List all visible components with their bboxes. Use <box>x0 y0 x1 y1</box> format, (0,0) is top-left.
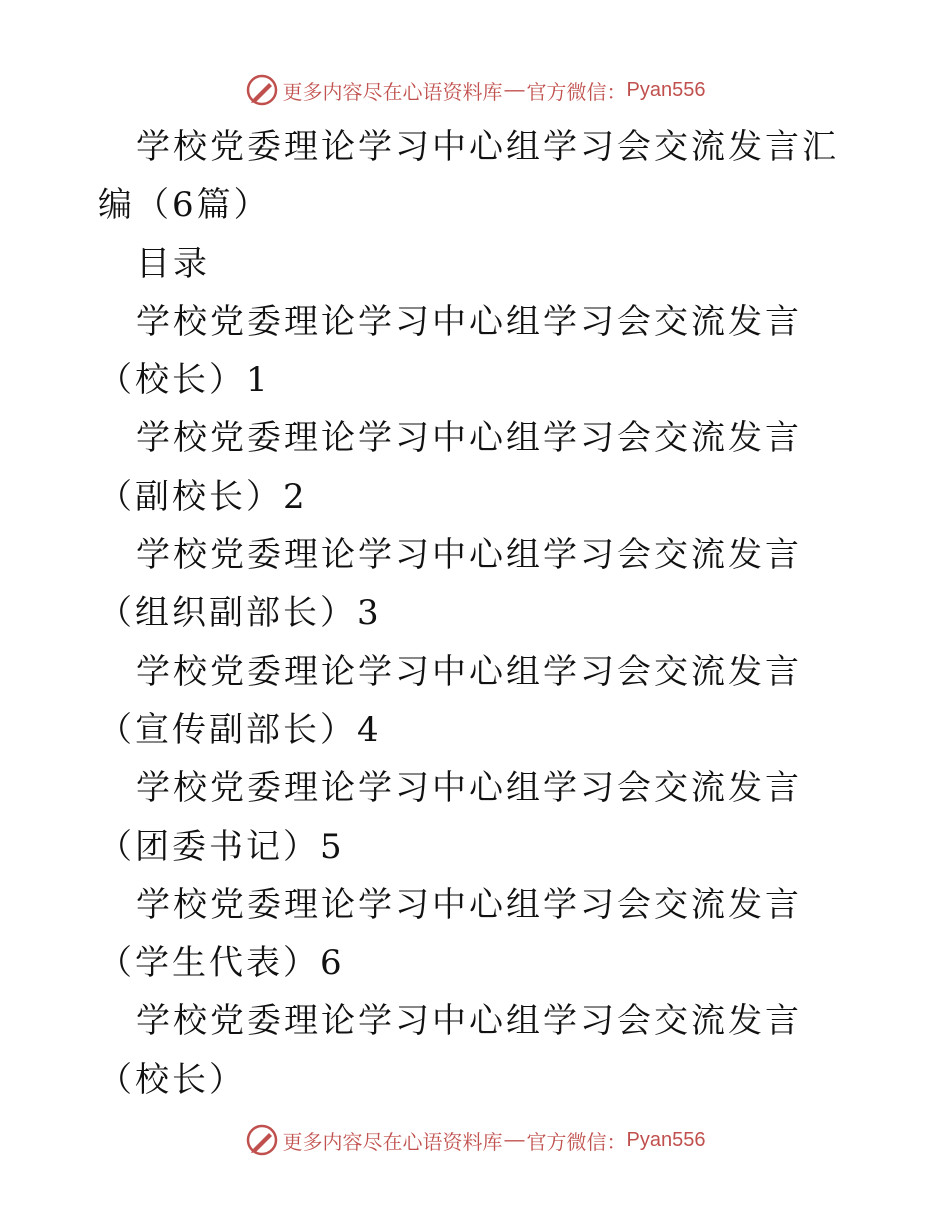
banner-wechat-id: Pyan556 <box>626 1128 706 1151</box>
document-title: 学校党委理论学习中心组学习会交流发言汇编（6篇） <box>98 127 839 226</box>
banner-separator: — <box>504 78 525 101</box>
toc-item-5: 学校党委理论学习中心组学习会交流发言（团委书记）5 <box>98 768 802 867</box>
toc-item-6: 学校党委理论学习中心组学习会交流发言（学生代表）6 <box>98 884 802 984</box>
banner-sub-text: 官方微信： <box>526 79 627 104</box>
footer-banner <box>0 1120 950 1160</box>
toc-item-1: 学校党委理论学习中心组学习会交流发言（校长）1 <box>98 301 802 401</box>
toc-item-3: 学校党委理论学习中心组学习会交流发言（组织副部长）3 <box>98 535 802 634</box>
banner-main-text: 更多内容尽在心语资料库 <box>282 79 503 104</box>
banner-sub-text: 官方微信： <box>526 1129 627 1154</box>
section-heading: 学校党委理论学习中心组学习会交流发言（校长） <box>98 1001 802 1100</box>
pen-logo-icon <box>245 1123 279 1157</box>
toc-item-2: 学校党委理论学习中心组学习会交流发言（副校长）2 <box>98 418 802 517</box>
toc-heading: 目录 <box>136 243 210 284</box>
header-banner <box>0 70 950 110</box>
pen-logo-icon <box>245 73 279 107</box>
toc-item-4: 学校党委理论学习中心组学习会交流发言（宣传副部长）4 <box>98 651 802 750</box>
banner-wechat-id: Pyan556 <box>626 78 706 101</box>
banner-main-text: 更多内容尽在心语资料库 <box>282 1129 503 1154</box>
banner-separator: — <box>504 1128 525 1151</box>
document-body <box>98 118 858 1109</box>
